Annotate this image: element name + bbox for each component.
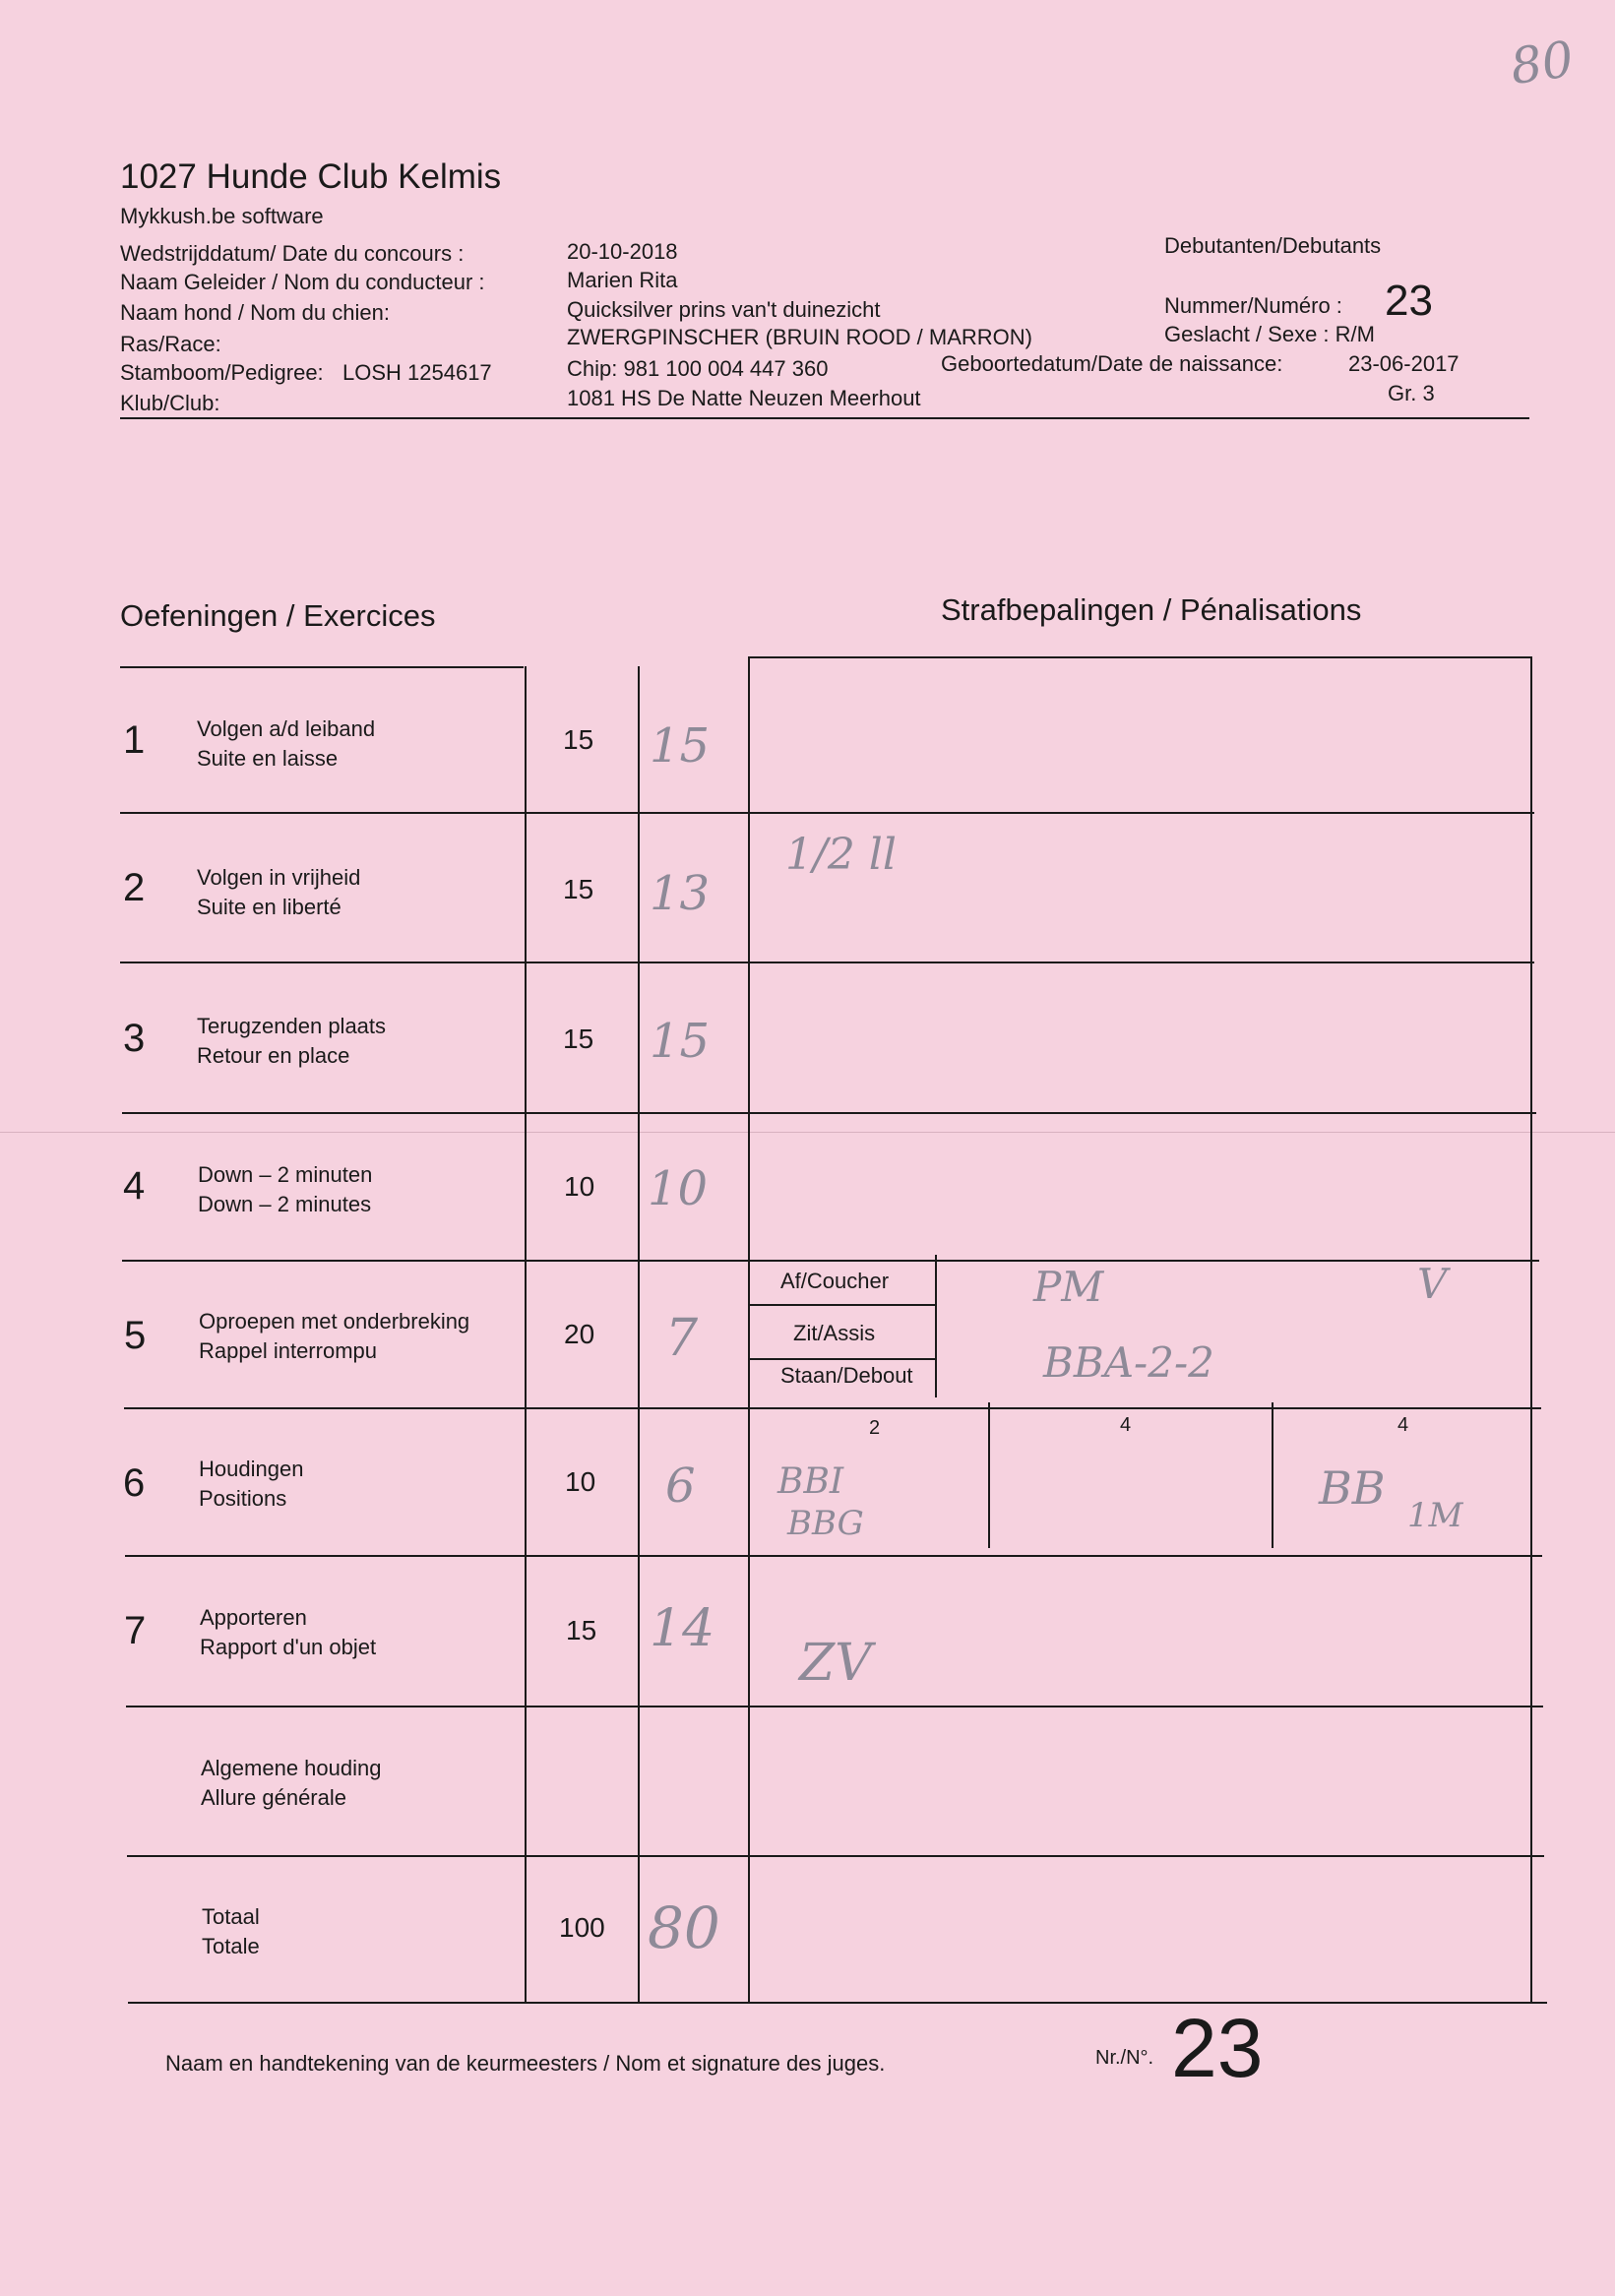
exercise-name-fr: Suite en laisse bbox=[197, 746, 339, 771]
date-label: Wedstrijddatum/ Date du concours : bbox=[120, 241, 465, 266]
col-line bbox=[748, 656, 750, 2002]
handler-value: Marien Rita bbox=[567, 268, 678, 292]
total-score-handwritten: 80 bbox=[648, 1894, 720, 1961]
max-points: 15 bbox=[566, 1615, 597, 1645]
date-value: 20-10-2018 bbox=[567, 239, 678, 264]
corner-score-note: 80 bbox=[1507, 30, 1578, 96]
penalty-note: BBA-2-2 bbox=[1043, 1338, 1214, 1387]
penalty-note: PM bbox=[1033, 1263, 1104, 1311]
number-label: Nummer/Numéro : bbox=[1164, 293, 1342, 318]
exercise-name-fr: Allure générale bbox=[201, 1785, 346, 1810]
max-points: 20 bbox=[564, 1319, 595, 1349]
col-line bbox=[935, 1255, 937, 1397]
exercise-name-nl: Volgen in vrijheid bbox=[197, 865, 361, 890]
score-handwritten: 14 bbox=[650, 1599, 715, 1658]
penalty-note: BBG bbox=[787, 1504, 864, 1543]
col-line bbox=[1272, 1402, 1273, 1548]
exercise-name-nl: Algemene houding bbox=[201, 1756, 382, 1780]
sit-subcell: Zit/Assis bbox=[793, 1321, 876, 1345]
number-value: 23 bbox=[1385, 277, 1433, 325]
breed-value: ZWERGPINSCHER (BRUIN ROOD / MARRON) bbox=[567, 325, 1032, 349]
score-handwritten: 6 bbox=[665, 1458, 696, 1514]
table-top-left bbox=[120, 666, 524, 668]
table-right bbox=[1530, 656, 1532, 2002]
penalty-note: 1M bbox=[1407, 1496, 1463, 1535]
max-points: 15 bbox=[563, 1024, 594, 1054]
penalty-note: V bbox=[1417, 1260, 1448, 1308]
club-value: 1081 HS De Natte Neuzen Meerhout bbox=[567, 386, 921, 410]
stand-subcell: Staan/Debout bbox=[780, 1363, 913, 1388]
exercise-name-nl: Oproepen met onderbreking bbox=[199, 1309, 470, 1334]
exercise-name-nl: Terugzenden plaats bbox=[197, 1014, 387, 1038]
sex-value: Geslacht / Sexe : R/M bbox=[1164, 322, 1375, 346]
row-line bbox=[748, 1358, 935, 1360]
paper-fold bbox=[0, 1132, 1615, 1133]
max-points: 15 bbox=[563, 874, 594, 904]
exercise-name-fr: Retour en place bbox=[197, 1043, 350, 1068]
position-head: 2 bbox=[869, 1417, 881, 1439]
handler-label: Naam Geleider / Nom du conducteur : bbox=[120, 270, 485, 294]
col-line bbox=[638, 666, 640, 2002]
header-divider bbox=[120, 417, 1529, 419]
club-label: Klub/Club: bbox=[120, 391, 220, 415]
row-line bbox=[122, 1112, 1536, 1114]
class-label: Debutanten/Debutants bbox=[1164, 233, 1382, 258]
exercise-name-fr: Suite en liberté bbox=[197, 895, 342, 919]
score-handwritten: 15 bbox=[650, 1014, 711, 1069]
group-value: Gr. 3 bbox=[1388, 381, 1435, 405]
score-handwritten: 7 bbox=[665, 1309, 699, 1368]
exercise-number: 6 bbox=[123, 1461, 146, 1505]
table-bottom bbox=[128, 2002, 1547, 2004]
total-max-points: 100 bbox=[559, 1912, 605, 1943]
footer-number: 23 bbox=[1171, 2002, 1264, 2094]
total-label-nl: Totaal bbox=[202, 1904, 260, 1929]
total-label-fr: Totale bbox=[202, 1934, 260, 1958]
row-line bbox=[120, 962, 1534, 963]
row-line bbox=[124, 1407, 1541, 1409]
exercise-name-nl: Apporteren bbox=[200, 1605, 307, 1630]
score-handwritten: 10 bbox=[648, 1161, 709, 1216]
breed-label: Ras/Race: bbox=[120, 332, 221, 356]
col-line bbox=[525, 666, 527, 2002]
max-points: 15 bbox=[563, 724, 594, 755]
chip-value: Chip: 981 100 004 447 360 bbox=[567, 356, 829, 381]
row-line bbox=[127, 1855, 1544, 1857]
position-head: 4 bbox=[1398, 1414, 1409, 1436]
exercise-number: 4 bbox=[123, 1164, 146, 1208]
pedigree-value: LOSH 1254617 bbox=[342, 360, 492, 385]
max-points: 10 bbox=[565, 1466, 596, 1497]
exercise-name-fr: Down – 2 minutes bbox=[198, 1192, 372, 1216]
score-handwritten: 13 bbox=[650, 866, 711, 921]
score-handwritten: 15 bbox=[650, 718, 711, 774]
judges-signature-label: Naam en handtekening van de keurmeesters / Nom et signature des juges. bbox=[165, 2051, 886, 2076]
penalties-heading: Strafbepalingen / Pénalisations bbox=[941, 592, 1362, 627]
exercise-number: 1 bbox=[123, 718, 146, 762]
exercise-name-fr: Positions bbox=[199, 1486, 287, 1511]
birth-value: 23-06-2017 bbox=[1348, 351, 1460, 376]
exercise-name-nl: Volgen a/d leiband bbox=[197, 716, 376, 741]
exercise-name-nl: Down – 2 minuten bbox=[198, 1162, 373, 1187]
exercise-number: 5 bbox=[124, 1314, 147, 1357]
table-top-right bbox=[748, 656, 1532, 658]
birth-label: Geboortedatum/Date de naissance: bbox=[941, 351, 1283, 376]
row-line bbox=[748, 1304, 935, 1306]
penalty-note: BBI bbox=[777, 1461, 844, 1502]
software-label: Mykkush.be software bbox=[120, 204, 324, 228]
penalty-note: BB bbox=[1319, 1461, 1386, 1515]
exercise-number: 3 bbox=[123, 1017, 146, 1060]
row-line bbox=[122, 1260, 1539, 1262]
exercise-name-nl: Houdingen bbox=[199, 1457, 304, 1481]
dog-value: Quicksilver prins van't duinezicht bbox=[567, 297, 881, 322]
position-head: 4 bbox=[1120, 1414, 1132, 1436]
row-line bbox=[125, 1555, 1542, 1557]
club-title: 1027 Hunde Club Kelmis bbox=[120, 157, 502, 196]
max-points: 10 bbox=[564, 1171, 595, 1202]
dog-label: Naam hond / Nom du chien: bbox=[120, 300, 390, 325]
exercises-heading: Oefeningen / Exercices bbox=[120, 598, 436, 633]
down-subcell: Af/Coucher bbox=[780, 1269, 890, 1293]
exercise-number: 7 bbox=[124, 1609, 147, 1652]
row-line bbox=[126, 1706, 1543, 1707]
row-line bbox=[120, 812, 1534, 814]
exercise-number: 2 bbox=[123, 866, 146, 909]
col-line bbox=[988, 1402, 990, 1548]
exercise-name-fr: Rappel interrompu bbox=[199, 1338, 377, 1363]
footer-number-label: Nr./N°. bbox=[1095, 2047, 1154, 2069]
exercise-name-fr: Rapport d'un objet bbox=[200, 1635, 377, 1659]
penalty-note: 1/2 ll bbox=[785, 830, 897, 880]
penalty-note: ZV bbox=[799, 1634, 872, 1693]
pedigree-label: Stamboom/Pedigree: bbox=[120, 360, 324, 385]
